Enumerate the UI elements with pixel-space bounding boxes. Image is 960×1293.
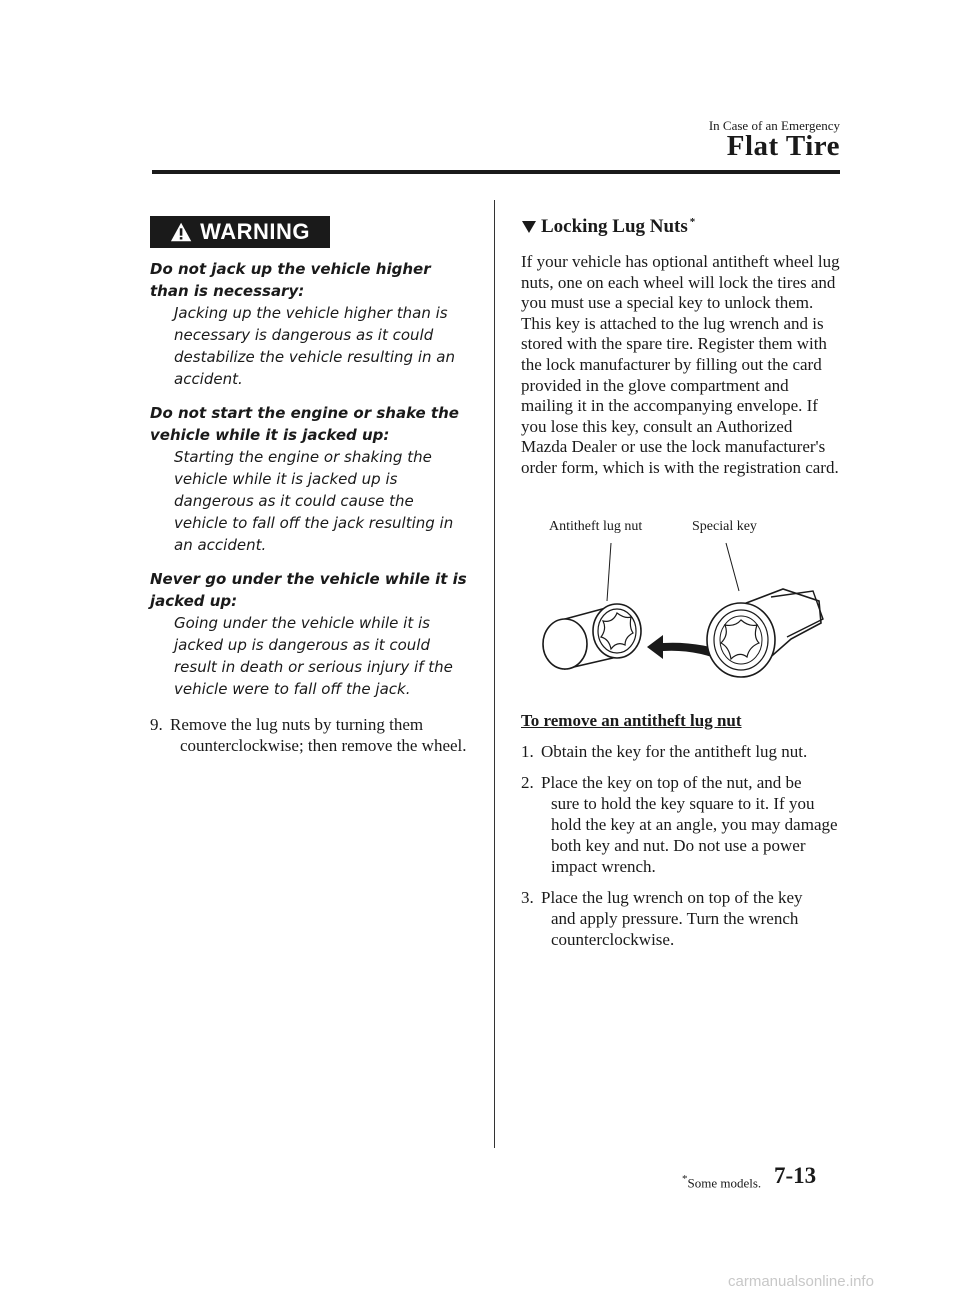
step-text-first: Obtain the key for the antitheft lug nut. — [541, 741, 808, 761]
step-text-rest: and apply pressure. Turn the wrench counterclockwise. — [551, 908, 799, 949]
warning-heading: Do not start the engine or shake the vehicle while it is jacked up: — [150, 404, 459, 444]
column-divider — [494, 200, 495, 1148]
lug-nut-illustration — [521, 519, 841, 709]
warning-banner — [150, 216, 330, 248]
step-2 — [521, 772, 841, 877]
step-text-first: Place the lug wrench on top of the key — [541, 887, 803, 907]
step-1 — [521, 741, 841, 762]
warning-body: Starting the engine or shaking the vehicle while it is jacked up is dangerous as it could cause the vehicle to fall off the jack resulting in an accident. — [174, 448, 454, 554]
triangle-down-icon — [521, 220, 537, 234]
left-column — [150, 216, 470, 756]
step-text — [170, 714, 470, 756]
antitheft-lug-nut-drawing — [543, 604, 641, 669]
warning-list — [150, 258, 470, 700]
right-column — [521, 216, 841, 960]
warning-item — [150, 402, 470, 556]
remove-heading: To remove an antitheft lug nut — [521, 710, 742, 730]
watermark: carmanualsonline.info — [728, 1273, 874, 1290]
warning-heading: Do not jack up the vehicle higher than is necessary: — [150, 260, 431, 300]
warning-item — [150, 258, 470, 390]
step-number: 2. — [521, 772, 534, 792]
step-number: 9. — [150, 715, 163, 734]
step-text-rest: sure to hold the key square to it. If you hold the key at an angle, you may damage both key and nut. Do not use a power impact wrench. — [551, 793, 838, 876]
heading-text: Locking Lug Nuts — [541, 216, 688, 237]
some-models-mark: * — [689, 216, 696, 228]
warning-icon — [170, 221, 192, 243]
special-key-drawing — [707, 589, 823, 677]
footnote-text: Some models. — [687, 1175, 762, 1191]
warning-item — [150, 568, 470, 700]
warning-body: Jacking up the vehicle higher than is necessary is dangerous as it could destabilize the vehicle resulting in an accident. — [174, 304, 455, 388]
step-text — [541, 741, 841, 762]
section-label: In Case of an Emergency — [708, 118, 840, 133]
locking-lug-nuts-heading — [521, 216, 841, 238]
removal-steps — [521, 741, 841, 950]
section-title: Flat Tire — [726, 130, 840, 162]
step-text — [541, 772, 841, 877]
warning-body: Going under the vehicle while it is jacked up is dangerous as it could result in death or serious injury if the vehicle were to fall off the jack. — [174, 614, 453, 698]
step-3 — [521, 887, 841, 950]
step-text-first: Place the key on top of the nut, and be — [541, 772, 802, 792]
footnote — [680, 1173, 761, 1191]
step-number: 3. — [521, 887, 534, 907]
footnote-mark: * — [682, 1173, 688, 1185]
intro-paragraph: If your vehicle has optional antitheft wheel lug nuts, one on each wheel will lock the tires and you must use a special key to unlock them. This key is attached to the lug wrench and is stored with the spare tire. Register them with the lock manufacturer by filling out the card provided in the glove compartment and mailing it in the accompanying envelope. If you lose this key, consult an Authorized Mazda Dealer or use the lock manufacturer's order form, which is with the registration card. — [521, 252, 840, 477]
step-text-rest: counterclockwise; then remove the wheel. — [180, 736, 467, 755]
header-rule — [152, 170, 840, 174]
page-number: 7-13 — [774, 1163, 817, 1188]
lug-nut-figure — [521, 519, 841, 709]
step-number: 1. — [521, 741, 534, 761]
warning-heading: Never go under the vehicle while it is jacked up: — [150, 570, 467, 610]
step-text-first: Remove the lug nuts by turning them — [170, 715, 424, 734]
step-9 — [150, 714, 470, 756]
label-special-key: Special key — [692, 518, 757, 534]
step-text — [541, 887, 841, 950]
warning-label: WARNING — [200, 219, 310, 244]
label-antitheft-lug-nut: Antitheft lug nut — [549, 518, 643, 534]
